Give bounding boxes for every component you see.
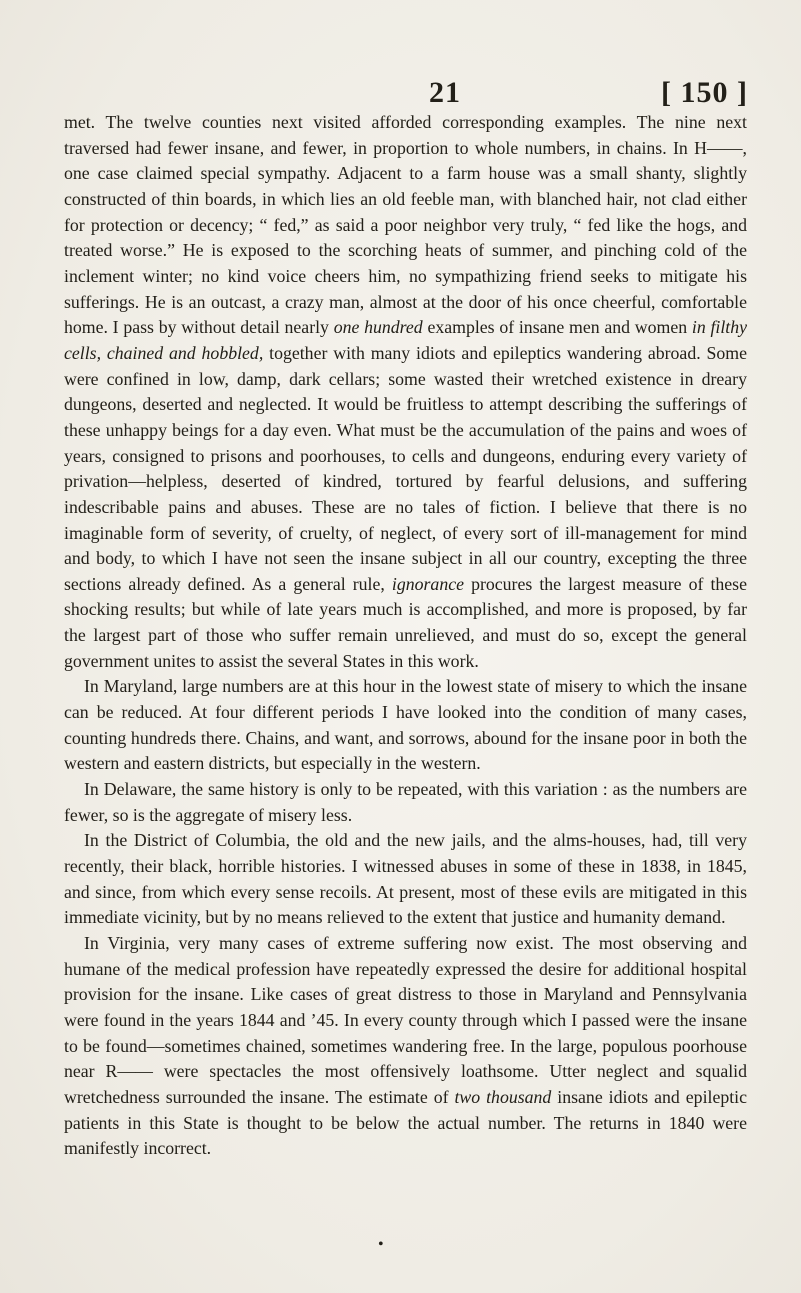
italic-text: in filthy cells, chained and hobbled,: [64, 317, 747, 363]
text-run: insane idiots and epileptic patients in this State is thought to be below the actual number. The returns in 1840 were manifestly incorrect.: [64, 1086, 748, 1159]
page-number: [ 150 ]: [661, 76, 748, 109]
text-run: In Maryland, large numbers are at this hour in the lowest state of misery to which the insane can be reduced. At four different periods I have looked into the condition of many cases, counting hundreds there. Chains, and want, and sorrows, abound for the insane poor in both the western and eastern districts, but especially in the western.: [64, 676, 747, 774]
text-run: procures the largest measure of these shocking results; but while of late years much is accomplished, and more is proposed, by far the largest part of those who suffer remain unrelieved, and must do so, except the general government unites to assist the several States in this work.: [64, 573, 747, 671]
text-run: met. The twelve counties next visited afforded corresponding examples. The nine next traversed had fewer insane, and fewer, in proportion to whole numbers, in chains. In H——, one case claimed special sympathy. Adjacent to a farm house was a small shanty, slightly constructed of thin boards, in which lies an old feeble man, with blanched hair, not clad either for protection or decency; “ fed,” as said a poor neighbor very truly, “ fed like the hogs, and treated worse.” He is exposed to the scorching heats of summer, and pinching cold of the inclement winter; no kind voice cheers him, no sympathizing friend seeks to mitigate his sufferings. He is an outcast, a crazy man, almost at the door of his once cheerful, comfortable home. I pass by without detail nearly: [64, 112, 747, 338]
text-run: together with many idiots and epileptics wandering abroad. Some were confined in low, damp, dark cellars; some wasted their wretched existence in dreary dungeons, deserted and neglected. It would be fruitless to attempt describing the sufferings of these unhappy beings for a day even. What must be the accumulation of the pains and woes of years, consigned to prisons and poorhouses, to cells and dungeons, enduring every variety of privation—helpless, deserted of kindred, tortured by fearful delusions, and suffering indescribable pains and abuses. These are no tales of fiction. I believe that there is no imaginable form of severity, of cruelty, of neglect, of every sort of ill-management for mind and body, to which I have not seen the insane subject in all our country, excepting the three sections already defined. As a general rule,: [64, 342, 748, 594]
bullet-mark: •: [378, 1236, 384, 1253]
signature-mark: 21: [429, 76, 461, 109]
italic-text: ignorance: [391, 573, 464, 594]
paragraph: [64, 674, 747, 777]
italic-text: two thousand: [454, 1086, 552, 1107]
text-run: In Delaware, the same history is only to be repeated, with this variation : as the numbers are fewer, so is the aggregate of misery less.: [64, 779, 747, 825]
paragraph: [64, 777, 747, 828]
paragraph: [64, 931, 747, 1162]
text-run: examples of insane men and women: [422, 317, 692, 338]
body-text: [64, 110, 747, 1162]
text-run: In Virginia, very many cases of extreme suffering now exist. The most observing and humane of the medical profession have repeatedly expressed the desire for additional hospital provision for the insane. Like cases of great distress to those in Maryland and Pennsylvania were found in the years 1844 and ’45. In every county through which I passed were the insane to be found—sometimes chained, sometimes wandering free. In the large, populous poorhouse near R—— were spectacles the most offensively loathsome. Utter neglect and squalid wretchedness surrounded the insane. The estimate of: [64, 933, 747, 1107]
paragraph: [64, 110, 747, 674]
paragraph: [64, 828, 747, 931]
text-run: In the District of Columbia, the old and the new jails, and the alms-houses, had, till very recently, their black, horrible histories. I witnessed abuses in some of these in 1838, in 1845, and since, from which every sense recoils. At present, most of these evils are mitigated in this immediate vicinity, but by no means relieved to the extent that justice and humanity demand.: [64, 830, 747, 928]
italic-text: one hundred: [333, 317, 423, 338]
